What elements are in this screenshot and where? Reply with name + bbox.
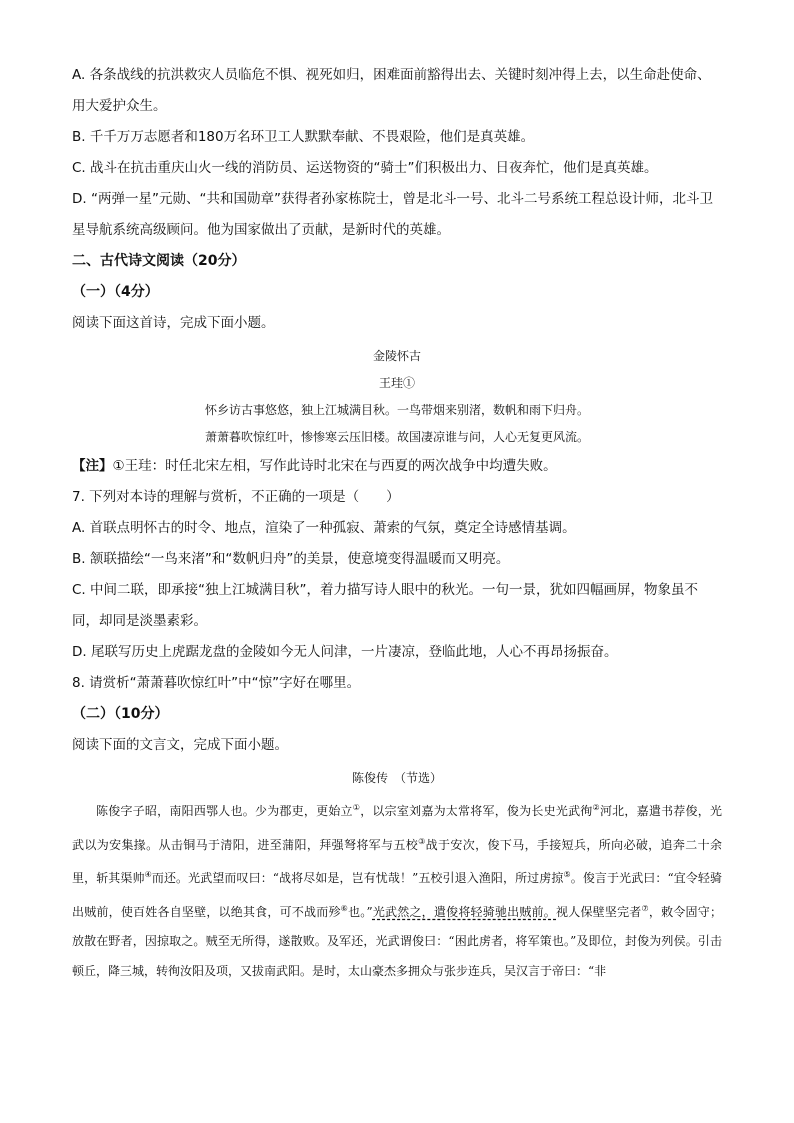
section-title: 二、古代诗文阅读（20分） (72, 253, 246, 269)
prose-text: 。俊言于光武曰：“宜令轻骑出贼前，使百姓各自坚壁，以绝其食，可不战而殄 (72, 871, 723, 919)
prose-text: 而还。光武望而叹曰：“战将尽如是，岂有忧哉！”五校引退入渔阳，所过虏掠 (151, 871, 564, 885)
part2-instruction: 阅读下面的文言文，完成下面小题。 (72, 737, 288, 753)
underlined-sentence: 光武然之，遣俊将轻骑驰出贼前。 (372, 904, 557, 919)
poem-note (72, 451, 722, 482)
footnote-ref: ① (352, 803, 361, 812)
prose-text: ，以宗室刘嘉为太常将军，俊为长史光武徇 (360, 804, 593, 818)
document-page (72, 60, 722, 986)
poem-title: 金陵怀古 (372, 349, 421, 363)
prose-text: 也。” (348, 904, 373, 919)
prose-text: 战于安次，俊下马，手接短兵，所向必破，追奔二十余里，斩其渠帅 (72, 837, 722, 885)
prose-text: 陈俊字子昭，南阳西鄂人也。少为郡吏，更始立 (96, 804, 353, 818)
note-text: ①王珪：时任北宋左相，写作此诗时北宋在与西夏的两次战争中均遭失败。 (112, 458, 557, 474)
q7-option-c: C. 中间二联，即承接“独上江城满目秋”，着力描写诗人眼中的秋光。一句一景，犹如四幅画屏，物象虽不同，却同是淡墨素彩。 (72, 582, 698, 629)
part2-heading: （二）（10分） (72, 706, 169, 722)
prose-text: ，敕令固守；放散在野者，因掠取之。贼至无所得，遂散败。及军还，光武谓俊曰：“困此虏者，将军策也。”及即位，封俊为列侯。引击顿丘，降三城，转徇汝阳及项，又拔南武阳。是时，太山豪杰多拥众与张步连兵，吴汉言于帝曰：“非 (72, 904, 722, 978)
footnote-ref: ④ (144, 870, 152, 879)
part1-heading: （一）（4分） (72, 284, 159, 300)
q6-option-b: B. 千千万万志愿者和180万名环卫工人默默奉献、不畏艰险，他们是真英雄。 (72, 129, 535, 145)
question-7: 7. 下列对本诗的理解与赏析，不正确的一项是（ ） (72, 489, 400, 505)
q6-option-c: C. 战斗在抗击重庆山火一线的消防员、运送物资的“骑士”们积极出力、日夜奔忙，他们是真英雄。 (72, 160, 658, 176)
footnote-ref: ⑦ (641, 903, 649, 913)
poem-author: 王珪① (378, 376, 415, 390)
prose-text: 视人保壁坚完者 (556, 904, 642, 919)
footnote-ref: ⑥ (340, 903, 349, 913)
footnote-ref: ⑤ (563, 870, 571, 879)
q7-option-d: D. 尾联写历史上虎踞龙盘的金陵如今无人问津，一片凄凉，登临此地，人心不再昂扬振奋。 (72, 644, 618, 660)
part1-instruction: 阅读下面这首诗，完成下面小题。 (72, 315, 275, 331)
question-8: 8. 请赏析“萧萧暮吹惊红叶”中“惊”字好在哪里。 (72, 675, 361, 691)
prose-passage (72, 793, 722, 986)
q7-option-b: B. 颔联描绘“一鸟来渚”和“数帆归舟”的美景，使意境变得温暖而又明亮。 (72, 551, 510, 567)
q6-option-d: D. “两弹一星”元勋、“共和国勋章”获得者孙家栋院士，曾是北斗一号、北斗二号系统工程总设计师，北斗卫星导航系统高级顾问。他为国家做出了贡献，是新时代的英雄。 (72, 191, 713, 238)
poem-line-1: 怀乡访古事悠悠，独上江城满目秋。一鸟带烟来别渚，数帆和雨下归舟。 (204, 403, 589, 417)
footnote-ref: ③ (418, 836, 426, 846)
q7-option-a: A. 首联点明怀古的时令、地点，渲染了一种孤寂、萧索的气氛，奠定全诗感情基调。 (72, 520, 576, 536)
q6-option-a: A. 各条战线的抗洪救灾人员临危不惧、视死如归，困难面前豁得出去、关键时刻冲得上去，以生命赴使命、用大爱护众生。 (72, 67, 711, 114)
note-mark: 【注】 (72, 458, 113, 474)
poem-line-2: 萧萧暮吹惊红叶，惨惨寒云压旧楼。故国凄凉谁与问，人心无复更风流。 (204, 430, 589, 444)
prose-text: 河北，嘉遣书荐俊，光武以为安集掾。从击铜马于清阳，进至蒲阳，拜强弩将军与五校 (72, 804, 722, 852)
prose-title: 陈俊传 （节选） (351, 771, 442, 785)
footnote-ref: ② (592, 803, 600, 812)
